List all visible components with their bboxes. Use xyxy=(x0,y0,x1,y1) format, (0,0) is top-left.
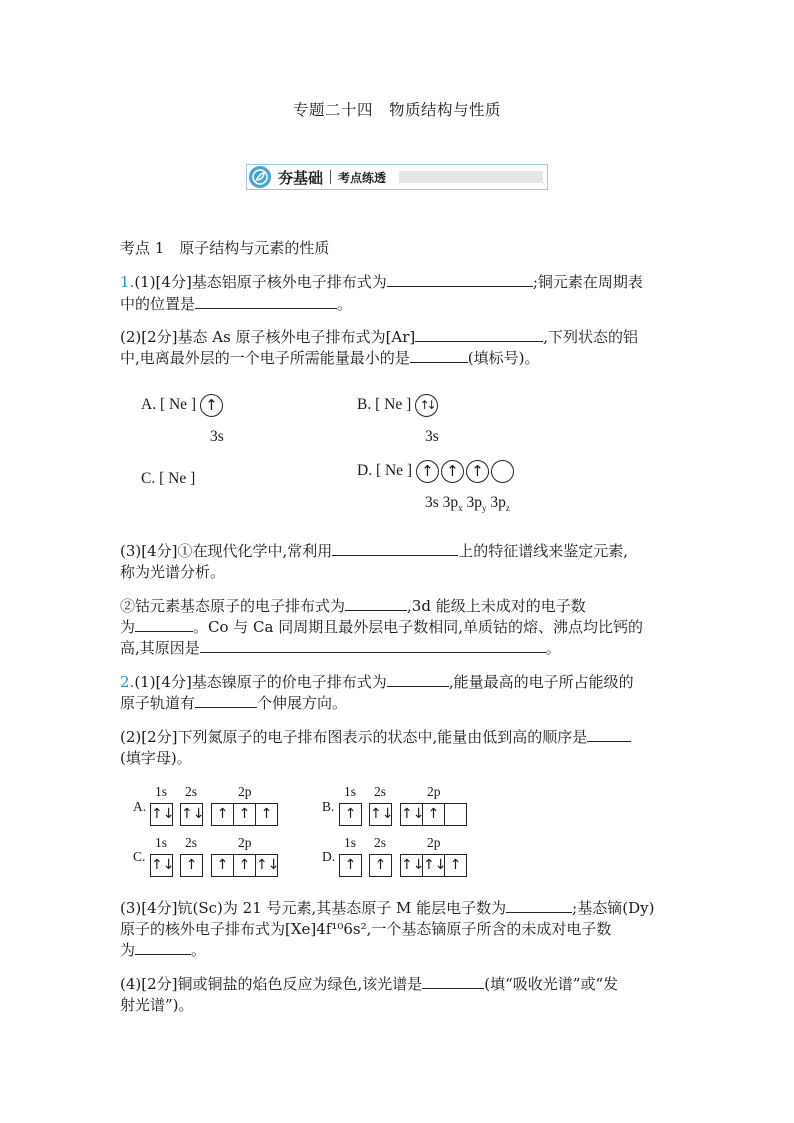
section-banner xyxy=(246,164,548,190)
orbital-box: ↑ xyxy=(339,803,362,826)
diagram-d-2s xyxy=(370,854,392,877)
answer-blank[interactable] xyxy=(332,541,458,556)
label-2p: 2p xyxy=(238,784,252,799)
orbital-circle: ↑ xyxy=(416,460,439,483)
diagram-a-2p xyxy=(212,803,278,826)
label-1s: 1s xyxy=(344,784,357,799)
orbital-box: ↑ xyxy=(444,854,467,877)
q2-line3: (2)[2分]下列氮原子的电子排布图表示的状态中,能量由低到高的顺序是 xyxy=(120,727,631,747)
q2-line8: (4)[2分]铜或铜盐的焰色反应为绿色,该光谱是 (填“吸收光谱”或“发 xyxy=(120,975,619,993)
orbital-box xyxy=(444,803,467,826)
q1-line9: 高,其原因是 。 xyxy=(120,639,561,657)
option-b[interactable]: B. [ Ne ] ↑↓ xyxy=(357,394,440,417)
answer-blank[interactable] xyxy=(422,974,484,989)
orbital-box: ↑ xyxy=(211,803,234,826)
q1-line6: 称为光谱分析。 xyxy=(120,563,226,581)
diagram-c-label: C. xyxy=(133,849,146,864)
q1-line4: 中,电离最外层的一个电子所需能量最小的是 (填标号)。 xyxy=(120,349,540,367)
question-number: 2. xyxy=(120,673,135,691)
diagram-a-label: A. xyxy=(133,799,147,814)
orbital-box: ↑ xyxy=(422,803,445,826)
diagram-a-2s xyxy=(181,803,203,826)
orbital-box: ↑↓ xyxy=(400,854,423,877)
diagram-b-2p xyxy=(401,803,467,826)
answer-blank[interactable] xyxy=(135,617,193,632)
orbital-box: ↑ xyxy=(369,854,392,877)
option-a[interactable]: A. [ Ne ] ↑ xyxy=(141,394,225,417)
label-2p: 2p xyxy=(238,835,252,850)
diagram-d-2p xyxy=(401,854,467,877)
q2-line4: (填字母)。 xyxy=(120,749,192,767)
label-2s: 2s xyxy=(374,784,387,799)
banner-subtitle: 考点练透 xyxy=(338,171,387,185)
label-1s: 1s xyxy=(155,784,168,799)
diagram-c-1s xyxy=(151,854,173,877)
q1-line3: (2)[2分]基态 As 原子核外电子排布式为[Ar] ,下列状态的铝 xyxy=(120,328,639,346)
q1-line5: (3)[4分]①在现代化学中,常利用 上的特征谱线来鉴定元素, xyxy=(120,542,629,560)
q1-line8: 为 。Co 与 Ca 同周期且最外层电子数相同,单质钴的熔、沸点均比钙的 xyxy=(120,618,644,636)
option-c[interactable]: C. [ Ne ] xyxy=(141,470,196,487)
orbital-box: ↑↓ xyxy=(369,803,392,826)
orbital-box: ↑ xyxy=(211,854,234,877)
label-2s: 2s xyxy=(185,784,198,799)
orbital-circle: ↑↓ xyxy=(415,394,438,417)
orbital-circle: ↑ xyxy=(200,394,223,417)
q2-line7: 为 。 xyxy=(120,941,207,959)
diagram-d-1s xyxy=(340,854,362,877)
answer-blank[interactable] xyxy=(387,672,449,687)
orbital-circle xyxy=(491,460,514,483)
orbital-circle: ↑ xyxy=(441,460,464,483)
diagram-a-1s xyxy=(151,803,173,826)
answer-blank[interactable] xyxy=(195,294,337,309)
orbital-circle: ↑ xyxy=(466,460,489,483)
q1-line1: 1.(1)[4分]基态铝原子核外电子排布式为 ;铜元素在周期表 xyxy=(120,273,643,291)
q2-line1: 2.(1)[4分]基态镍原子的价电子排布式为 ,能量最高的电子所占能级的 xyxy=(120,673,634,691)
orbital-box: ↑ xyxy=(180,854,203,877)
diagram-d-label: D. xyxy=(322,849,336,864)
orbital-box: ↑ xyxy=(255,803,278,826)
orbital-box: ↑ xyxy=(233,854,256,877)
q2-line5: (3)[4分]钪(Sc)为 21 号元素,其基态原子 M 能层电子数为 ;基态镝(Dy) xyxy=(120,899,655,917)
section-heading: 考点 1 原子结构与元素的性质 xyxy=(120,239,330,257)
orbital-box: ↑↓ xyxy=(150,803,173,826)
orbital-box: ↑ xyxy=(339,854,362,877)
orbital-box: ↑↓ xyxy=(400,803,423,826)
orbital-box: ↑ xyxy=(233,803,256,826)
diagram-b-label: B. xyxy=(322,799,335,814)
label-2p: 2p xyxy=(427,784,441,799)
orbital-label: 3s xyxy=(210,428,224,445)
answer-blank[interactable] xyxy=(195,693,257,708)
answer-blank[interactable] xyxy=(415,327,543,342)
answer-blank[interactable] xyxy=(345,596,407,611)
label-1s: 1s xyxy=(344,835,357,850)
banner-bar xyxy=(399,171,543,183)
page-title: 专题二十四 物质结构与性质 xyxy=(292,101,501,119)
q2-line6: 原子的核外电子排布式为[Xe]4f¹⁰6s²,一个基态镝原子所含的未成对电子数 xyxy=(120,920,612,938)
option-d[interactable]: D. [ Ne ] ↑ ↑ ↑ xyxy=(357,460,516,483)
leaf-icon xyxy=(249,166,271,188)
q2-line2: 原子轨道有 个伸展方向。 xyxy=(120,694,348,712)
answer-blank[interactable] xyxy=(587,727,631,742)
q1-line7: ②钴元素基态原子的电子排布式为 ,3d 能级上未成对的电子数 xyxy=(120,597,586,615)
label-2s: 2s xyxy=(185,835,198,850)
orbital-box: ↑↓ xyxy=(422,854,445,877)
diagram-c-2s xyxy=(181,854,203,877)
orbital-box: ↑↓ xyxy=(150,854,173,877)
orbital-label: 3s xyxy=(425,428,439,445)
orbital-box: ↑↓ xyxy=(255,854,278,877)
q1-line2: 中的位置是 。 xyxy=(120,295,353,313)
q2-line9: 射光谱”)。 xyxy=(120,996,194,1014)
banner-divider xyxy=(330,170,331,184)
diagram-c-2p xyxy=(212,854,278,877)
label-2p: 2p xyxy=(427,835,441,850)
orbital-labels: 3s $3p_x$ $3p_y$ $3p_z$ xyxy=(425,494,510,514)
orbital-box: ↑↓ xyxy=(180,803,203,826)
label-2s: 2s xyxy=(374,835,387,850)
answer-blank[interactable] xyxy=(200,638,546,653)
diagram-b-2s xyxy=(370,803,392,826)
label-1s: 1s xyxy=(155,835,168,850)
answer-blank[interactable] xyxy=(387,272,533,287)
answer-blank[interactable] xyxy=(410,348,468,363)
answer-blank[interactable] xyxy=(506,898,572,913)
banner-title: 夯基础 xyxy=(278,169,324,187)
diagram-b-1s xyxy=(340,803,362,826)
answer-blank[interactable] xyxy=(135,940,191,955)
question-number: 1. xyxy=(120,273,135,291)
